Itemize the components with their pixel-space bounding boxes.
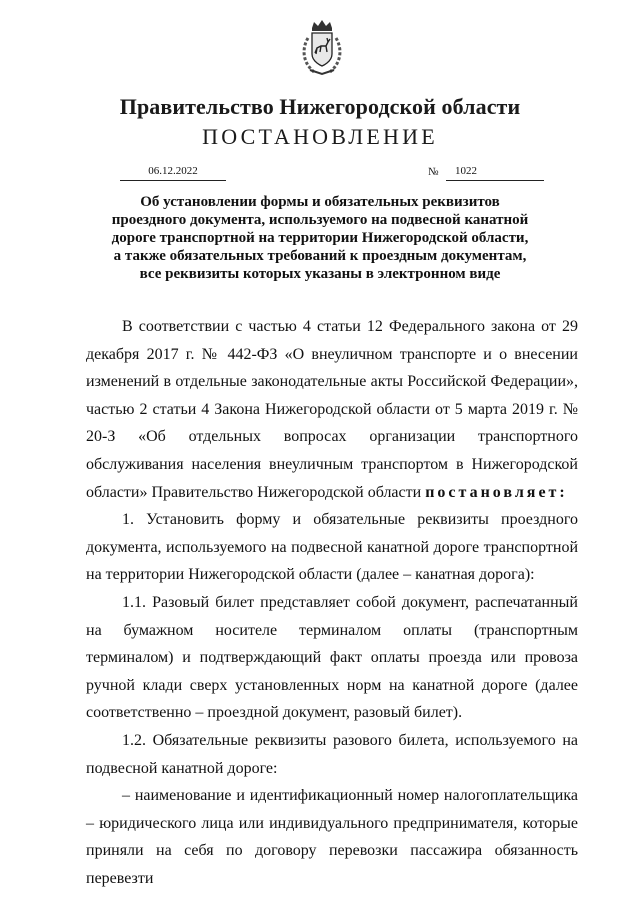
document-title xyxy=(100,193,540,283)
paragraph-1: 1. Установить форму и обязательные реквизиты проездного документа, используемого на подвесной канатной дороге транспортной на территории Нижегородской области (далее – канатная дорога): xyxy=(86,511,578,584)
organization-name: Правительство Нижегородской области xyxy=(119,94,521,119)
title-line: а также обязательных требований к проездным документам, xyxy=(113,248,527,264)
title-line: дороге транспортной на территории Нижегородской области, xyxy=(111,230,529,246)
document-body xyxy=(86,313,578,892)
coat-of-arms-icon xyxy=(300,18,344,76)
paragraph-1-1: 1.1. Разовый билет представляет собой документ, распечатанный на бумажном носителе терминалом оплаты (транспортным терминалом) и подтверждающий факт оплаты проезда или провоза ручной клади сверх установленных норм на канатной дороге (далее соответственно – проездной документ, разовый билет). xyxy=(86,593,578,722)
preamble-text: В соответствии с частью 4 статьи 12 Федерального закона от 29 декабря 2017 г. № 442-ФЗ «О внеуличном транспорте и о внесении изменений в отдельные законодательные акты Российской Федерации», частью 2 статьи 4 Закона Нижегородской области от 5 марта 2019 г. № 20-З «Об отдельных вопросах организации транспортного обслуживания населения внеуличным транспортом в Нижегородской области» Правительство Нижегородской области xyxy=(86,318,578,501)
decree-colon: : xyxy=(559,483,565,501)
document-number-field xyxy=(446,164,544,181)
document-number: 1022 xyxy=(455,165,477,177)
title-line: все реквизиты которых указаны в электронном виде xyxy=(139,266,501,282)
title-line: Об установлении формы и обязательных реквизитов xyxy=(140,194,500,210)
document-date: 06.12.2022 xyxy=(120,164,226,181)
decree-word: постановляет xyxy=(425,483,560,501)
number-label: № xyxy=(428,166,439,178)
preamble-paragraph xyxy=(86,313,578,506)
document-type: ПОСТАНОВЛЕНИЕ xyxy=(202,124,438,149)
title-line: проездного документа, используемого на подвесной канатной xyxy=(111,212,529,228)
paragraph-1-2: 1.2. Обязательные реквизиты разового билета, используемого на подвесной канатной дороге: xyxy=(86,731,578,777)
paragraph-requisite-dash: – наименование и идентификационный номер налогоплательщика – юридического лица или индивидуального предпринимателя, которые приняли на себя по договору перевозки пассажира обязанность перевезти xyxy=(86,787,578,887)
